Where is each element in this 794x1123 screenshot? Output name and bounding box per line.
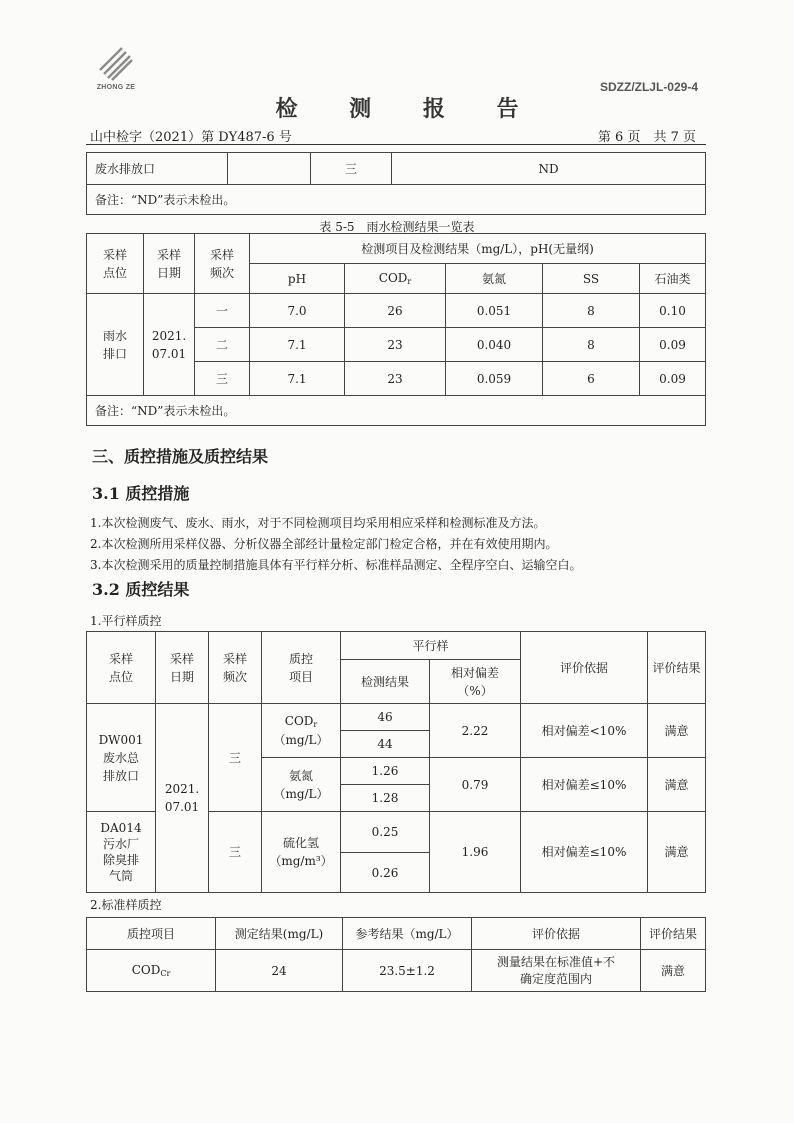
cell-freq: 三 <box>209 704 262 812</box>
cell-value: 0.051 <box>446 294 543 328</box>
cell-qc-item: 氨氮 （mg/L） <box>262 758 341 812</box>
cell-value: 0.059 <box>446 362 543 396</box>
table-row <box>87 294 706 328</box>
header-evaluation-basis: 评价依据 <box>521 632 648 704</box>
cell-freq: 三 <box>311 153 392 185</box>
cell-date <box>228 153 311 185</box>
cell-date: 2021. 07.01 <box>144 294 195 396</box>
cell-point: 废水排放口 <box>87 153 228 185</box>
table-note: 备注：“ND”表示未检出。 <box>87 185 706 215</box>
cell-result: ND <box>392 153 706 185</box>
cell-freq: 一 <box>195 294 250 328</box>
header-parallel-sample: 平行样 <box>341 632 521 660</box>
header-qc-item: 质控 项目 <box>262 632 341 704</box>
cell-value: 0.10 <box>640 294 706 328</box>
cell-result: 46 <box>341 704 430 731</box>
cell-evaluation: 满意 <box>648 758 706 812</box>
header-relative-deviation: 相对偏差 （%） <box>430 660 521 704</box>
section-heading: 三、质控措施及质控结果 <box>92 447 269 466</box>
zhongze-logo-icon <box>86 40 146 84</box>
header-test-items: 检测项目及检测结果（mg/L），pH(无量纲) <box>250 234 706 264</box>
cell-deviation: 1.96 <box>430 812 521 893</box>
cell-date: 2021. 07.01 <box>156 704 209 893</box>
col-codcr: $COD_r$ <box>345 264 446 294</box>
col-petroleum: 石油类 <box>640 264 706 294</box>
qc-measure-item: 1.本次检测废气、废水、雨水，对于不同检测项目均采用相应采样和检测标准及方法。 <box>90 516 546 530</box>
cell-value: 23 <box>345 362 446 396</box>
cell-point: 雨水 排口 <box>87 294 144 396</box>
cell-basis: 相对偏差≤10% <box>521 758 648 812</box>
standard-sample-label: 2.标准样质控 <box>90 898 162 912</box>
rainwater-results-table <box>86 233 706 426</box>
cell-result: 1.28 <box>341 785 430 812</box>
header-sampling-date: 采样 日期 <box>144 234 195 294</box>
cell-freq: 三 <box>195 362 250 396</box>
cell-qc-item: 硫化氢 （mg/m³） <box>262 812 341 893</box>
cell-value: 7.1 <box>250 328 345 362</box>
cell-evaluation: 满意 <box>648 812 706 893</box>
cell-result: 1.26 <box>341 758 430 785</box>
cell-result: 44 <box>341 731 430 758</box>
cell-freq: 二 <box>195 328 250 362</box>
cell-point: DA014 污水厂 除臭排 气筒 <box>87 812 156 893</box>
cell-deviation: 0.79 <box>430 758 521 812</box>
header-evaluation-result: 评价结果 <box>648 632 706 704</box>
cell-evaluation: 满意 <box>641 950 706 992</box>
header-sampling-frequency: 采样 频次 <box>195 234 250 294</box>
cell-result: 0.26 <box>341 853 430 893</box>
header-evaluation-basis: 评价依据 <box>472 918 641 950</box>
header-qc-item: 质控项目 <box>87 918 216 950</box>
header-measured-result: 测定结果(mg/L) <box>216 918 343 950</box>
document-number: SDZZ/ZLJL-029-4 <box>599 80 698 94</box>
cell-value: 8 <box>543 328 640 362</box>
cell-value: 7.0 <box>250 294 345 328</box>
standard-sample-table <box>86 917 706 992</box>
header-evaluation-result: 评价结果 <box>641 918 706 950</box>
cell-reference: 23.5±1.2 <box>343 950 472 992</box>
col-ammonia: 氨氮 <box>446 264 543 294</box>
cell-basis: 测量结果在标准值+不 确定度范围内 <box>472 950 641 992</box>
subsection-heading: 3.1 质控措施 <box>92 484 190 503</box>
table-row <box>87 704 706 731</box>
header-sampling-date: 采样 日期 <box>156 632 209 704</box>
cell-value: 7.1 <box>250 362 345 396</box>
cell-basis: 相对偏差<10% <box>521 704 648 758</box>
cell-point: DW001 废水总 排放口 <box>87 704 156 812</box>
cell-value: 6 <box>543 362 640 396</box>
header-rule <box>86 144 706 145</box>
cell-value: 8 <box>543 294 640 328</box>
cell-value: 0.040 <box>446 328 543 362</box>
qc-measure-item: 2.本次检测所用采样仪器、分析仪器全部经计量检定部门检定合格，并在有效使用期内。 <box>90 537 558 551</box>
table-note: 备注：“ND”表示未检出。 <box>87 396 706 426</box>
cell-basis: 相对偏差≤10% <box>521 812 648 893</box>
parallel-sample-label: 1.平行样质控 <box>90 614 162 628</box>
parallel-sample-table <box>86 631 706 893</box>
report-number: 山中检字（2021）第 DY487-6 号 <box>90 130 292 145</box>
header-test-result: 检测结果 <box>341 660 430 704</box>
page-indicator: 第 6 页 共 7 页 <box>597 130 696 145</box>
wastewater-continuation-table <box>86 152 706 215</box>
header-reference-result: 参考结果（mg/L） <box>343 918 472 950</box>
cell-result: 0.25 <box>341 812 430 853</box>
company-logo <box>86 40 146 98</box>
cell-qc-item: $COD_r$ （mg/L） <box>262 704 341 758</box>
col-ph: pH <box>250 264 345 294</box>
cell-measured: 24 <box>216 950 343 992</box>
cell-value: 0.09 <box>640 328 706 362</box>
cell-qc-item: $COD_{Cr}$ <box>87 950 216 992</box>
cell-evaluation: 满意 <box>648 704 706 758</box>
subsection-heading: 3.2 质控结果 <box>92 580 190 599</box>
header-sampling-frequency: 采样 频次 <box>209 632 262 704</box>
table-caption: 表 5-5 雨水检测结果一览表 <box>319 220 475 234</box>
qc-measure-item: 3.本次检测采用的质量控制措施具体有平行样分析、标准样品测定、全程序空白、运输空白。 <box>90 558 582 572</box>
cell-value: 0.09 <box>640 362 706 396</box>
logo-text: ZHONG ZE <box>96 84 136 91</box>
header-sampling-point: 采样 点位 <box>87 632 156 704</box>
cell-value: 26 <box>345 294 446 328</box>
page-title: 检 测 报 告 <box>275 96 541 122</box>
col-ss: SS <box>543 264 640 294</box>
cell-value: 23 <box>345 328 446 362</box>
header-sampling-point: 采样 点位 <box>87 234 144 294</box>
cell-freq: 三 <box>209 812 262 893</box>
cell-deviation: 2.22 <box>430 704 521 758</box>
table-row <box>87 950 706 992</box>
